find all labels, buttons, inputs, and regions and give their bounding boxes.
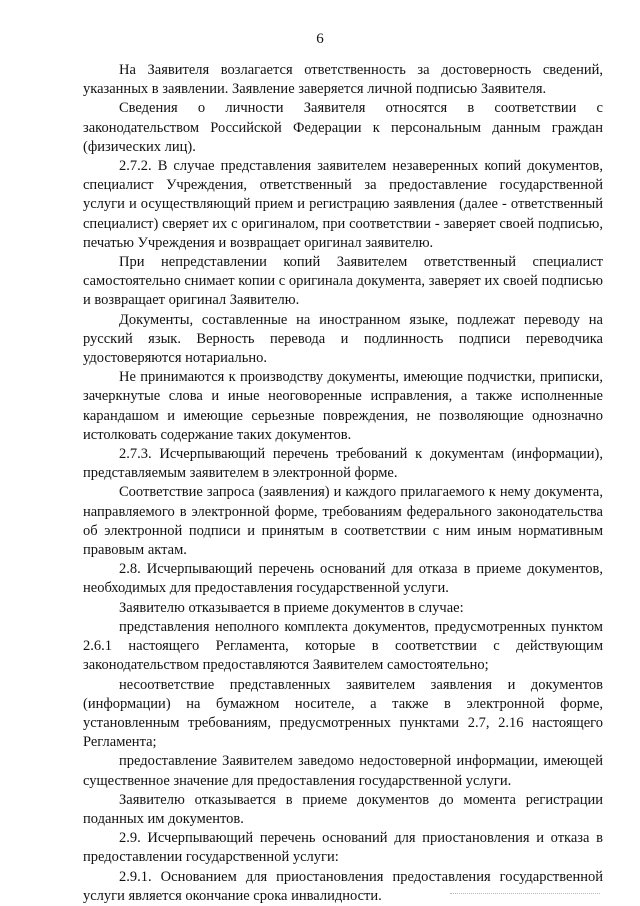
page-number: 6 [316, 31, 324, 47]
paragraph: 2.9. Исчерпывающий перечень оснований для приостановления и отказа в предоставлении государственной услуги: [83, 830, 603, 866]
paragraph: представления неполного комплекта документов, предусмотренных пунктом 2.6.1 настоящего Регламента, которые в соответствии с действующим законодательством предоставляются Заявителем самостоятельно; [83, 618, 603, 674]
scan-edge-mark [450, 893, 600, 895]
document-body [83, 61, 603, 906]
paragraph: несоответствие представленных заявителем заявления и документов (информации) на бумажном носителе, а также в электронной форме, установленным требованиям, предусмотренных пунктами 2.7, 2.16 настоящего Регламента; [83, 676, 603, 751]
paragraph: 2.9.1. Основанием для приостановления предоставления государственной услуги является окончание срока инвалидности. [83, 868, 603, 904]
paragraph: Сведения о личности Заявителя относятся в соответствии с законодательством Российской Федерации к персональным данным граждан (физических лиц). [83, 100, 603, 155]
paragraph: 2.8. Исчерпывающий перечень оснований для отказа в приеме документов, необходимых для предоставления государственной услуги. [83, 561, 603, 597]
paragraph: На Заявителя возлагается ответственность за достоверность сведений, указанных в заявлении. Заявление заверяется личной подписью Заявителя. [83, 62, 603, 98]
paragraph: Заявителю отказывается в приеме документов до момента регистрации поданных им документов. [83, 791, 603, 827]
paragraph: Заявителю отказывается в приеме документов в случае: [119, 599, 464, 616]
paragraph: При непредставлении копий Заявителем ответственный специалист самостоятельно снимает копии с оригинала документа, заверяет их своей подписью и возвращает оригинал Заявителю. [83, 254, 603, 309]
paragraph: 2.7.2. В случае представления заявителем незаверенных копий документов, специалист Учреждения, ответственный за предоставление государственной услуги и осуществляющий прием и регистрацию заявления (далее - ответственный специалист) сверяет их с оригиналом, при соответствии - заверяет своей подписью, печатью Учреждения и возвращает оригинал заявителю. [83, 158, 603, 251]
paragraph: Документы, составленные на иностранном языке, подлежат переводу на русский язык. Верность перевода и подлинность подписи переводчика удостоверяются нотариально. [83, 311, 603, 367]
paragraph: Не принимаются к производству документы, имеющие подчистки, приписки, зачеркнутые слова и иные неоговоренные исправления, а также исполненные карандашом и имеющие серьезные повреждения, не позволяющие однозначно истолковать содержание таких документов. [83, 369, 603, 443]
paragraph: предоставление Заявителем заведомо недостоверной информации, имеющей существенное значение для предоставления государственной услуги. [83, 753, 603, 789]
paragraph: Соответствие запроса (заявления) и каждого прилагаемого к нему документа, направляемого в электронной форме, требованиям федерального законодательства об электронной подписи и принятым в соответствии с ним иным нормативным правовым актам. [83, 484, 603, 559]
paragraph: 2.7.3. Исчерпывающий перечень требований к документам (информации), представляемым заявителем в электронной форме. [83, 446, 603, 482]
